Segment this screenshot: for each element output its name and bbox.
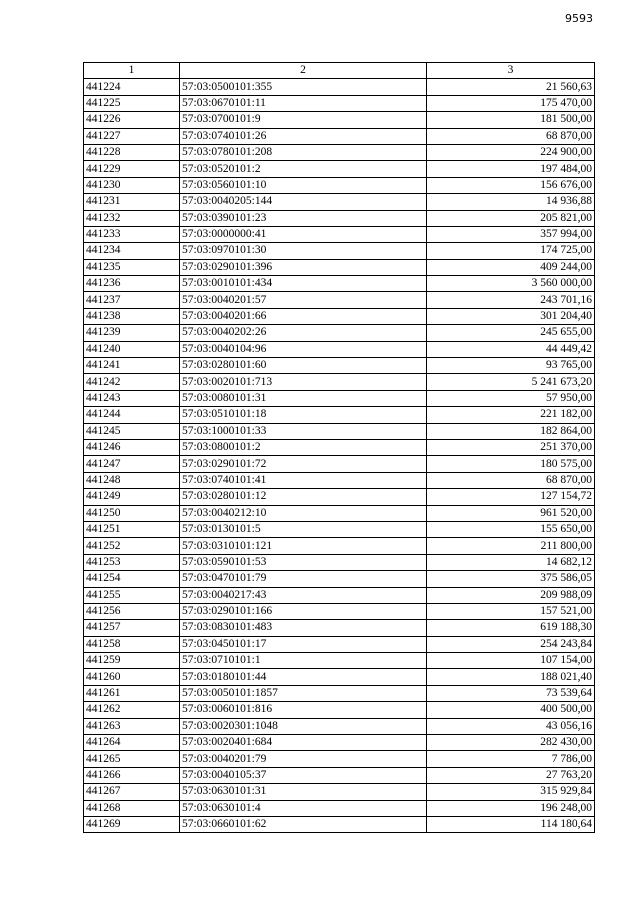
value-cell: 961 520,00 <box>427 505 595 521</box>
row-number-cell: 441264 <box>84 735 180 751</box>
row-number-cell: 441248 <box>84 472 180 488</box>
table-row <box>84 653 595 669</box>
table-row <box>84 505 595 521</box>
table-row <box>84 538 595 554</box>
table-row <box>84 456 595 472</box>
row-number-cell: 441231 <box>84 194 180 210</box>
cadastral-number-cell: 57:03:0310101:121 <box>180 538 427 554</box>
table-row <box>84 521 595 537</box>
row-number-cell: 441232 <box>84 210 180 226</box>
row-number-cell: 441259 <box>84 653 180 669</box>
table-row <box>84 439 595 455</box>
cadastral-number-cell: 57:03:0970101:30 <box>180 243 427 259</box>
table-row <box>84 784 595 800</box>
table-row <box>84 161 595 177</box>
row-number-cell: 441253 <box>84 554 180 570</box>
table-row <box>84 571 595 587</box>
row-number-cell: 441250 <box>84 505 180 521</box>
cadastral-number-cell: 57:03:0290101:72 <box>180 456 427 472</box>
value-cell: 251 370,00 <box>427 439 595 455</box>
column-header-1: 1 <box>84 63 180 79</box>
table-row <box>84 636 595 652</box>
table-row <box>84 128 595 144</box>
cadastral-number-cell: 57:03:0040217:43 <box>180 587 427 603</box>
table-row <box>84 718 595 734</box>
table-row <box>84 259 595 275</box>
value-cell: 114 180,64 <box>427 816 595 832</box>
row-number-cell: 441244 <box>84 407 180 423</box>
cadastral-number-cell: 57:03:0520101:2 <box>180 161 427 177</box>
table-row <box>84 489 595 505</box>
value-cell: 400 500,00 <box>427 702 595 718</box>
table-header-row <box>84 63 595 79</box>
cadastral-number-cell: 57:03:0590101:53 <box>180 554 427 570</box>
cadastral-number-cell: 57:03:0290101:166 <box>180 603 427 619</box>
value-cell: 243 701,16 <box>427 292 595 308</box>
cadastral-number-cell: 57:03:0670101:11 <box>180 95 427 111</box>
table-row <box>84 554 595 570</box>
value-cell: 245 655,00 <box>427 325 595 341</box>
value-cell: 157 521,00 <box>427 603 595 619</box>
value-cell: 224 900,00 <box>427 144 595 160</box>
value-cell: 180 575,00 <box>427 456 595 472</box>
table-row <box>84 79 595 95</box>
table-row <box>84 816 595 832</box>
cadastral-number-cell: 57:03:0020301:1048 <box>180 718 427 734</box>
row-number-cell: 441228 <box>84 144 180 160</box>
value-cell: 43 056,16 <box>427 718 595 734</box>
cadastral-number-cell: 57:03:0040201:79 <box>180 751 427 767</box>
table-row <box>84 603 595 619</box>
cadastral-number-cell: 57:03:0500101:355 <box>180 79 427 95</box>
row-number-cell: 441265 <box>84 751 180 767</box>
cadastral-number-cell: 57:03:0020401:684 <box>180 735 427 751</box>
table-row <box>84 358 595 374</box>
table-row <box>84 374 595 390</box>
value-cell: 375 586,05 <box>427 571 595 587</box>
column-header-2: 2 <box>180 63 427 79</box>
row-number-cell: 441251 <box>84 521 180 537</box>
cadastral-number-cell: 57:03:0040104:96 <box>180 341 427 357</box>
table-row <box>84 144 595 160</box>
table-row <box>84 751 595 767</box>
table-row <box>84 390 595 406</box>
value-cell: 282 430,00 <box>427 735 595 751</box>
value-cell: 181 500,00 <box>427 112 595 128</box>
row-number-cell: 441236 <box>84 276 180 292</box>
value-cell: 221 182,00 <box>427 407 595 423</box>
cadastral-number-cell: 57:03:0630101:4 <box>180 800 427 816</box>
table-row <box>84 308 595 324</box>
row-number-cell: 441255 <box>84 587 180 603</box>
cadastral-number-cell: 57:03:0060101:816 <box>180 702 427 718</box>
cadastral-number-cell: 57:03:0740101:26 <box>180 128 427 144</box>
value-cell: 3 560 000,00 <box>427 276 595 292</box>
cadastral-number-cell: 57:03:0040105:37 <box>180 767 427 783</box>
table-row <box>84 669 595 685</box>
row-number-cell: 441233 <box>84 226 180 242</box>
page-number: 9593 <box>565 12 593 25</box>
value-cell: 175 470,00 <box>427 95 595 111</box>
table-row <box>84 587 595 603</box>
row-number-cell: 441249 <box>84 489 180 505</box>
row-number-cell: 441246 <box>84 439 180 455</box>
row-number-cell: 441260 <box>84 669 180 685</box>
table-row <box>84 472 595 488</box>
value-cell: 107 154,00 <box>427 653 595 669</box>
row-number-cell: 441242 <box>84 374 180 390</box>
row-number-cell: 441247 <box>84 456 180 472</box>
cadastral-number-cell: 57:03:0010101:434 <box>180 276 427 292</box>
table-row <box>84 112 595 128</box>
row-number-cell: 441266 <box>84 767 180 783</box>
cadastral-number-cell: 57:03:0560101:10 <box>180 177 427 193</box>
cadastral-number-cell: 57:03:0180101:44 <box>180 669 427 685</box>
table-row <box>84 702 595 718</box>
row-number-cell: 441234 <box>84 243 180 259</box>
row-number-cell: 441268 <box>84 800 180 816</box>
value-cell: 174 725,00 <box>427 243 595 259</box>
cadastral-number-cell: 57:03:0130101:5 <box>180 521 427 537</box>
value-cell: 315 929,84 <box>427 784 595 800</box>
row-number-cell: 441252 <box>84 538 180 554</box>
cadastral-number-cell: 57:03:0450101:17 <box>180 636 427 652</box>
row-number-cell: 441267 <box>84 784 180 800</box>
table-row <box>84 341 595 357</box>
value-cell: 7 786,00 <box>427 751 595 767</box>
value-cell: 93 765,00 <box>427 358 595 374</box>
value-cell: 409 244,00 <box>427 259 595 275</box>
value-cell: 44 449,42 <box>427 341 595 357</box>
value-cell: 73 539,64 <box>427 685 595 701</box>
cadastral-number-cell: 57:03:0390101:23 <box>180 210 427 226</box>
table-row <box>84 292 595 308</box>
table-row <box>84 177 595 193</box>
value-cell: 619 188,30 <box>427 620 595 636</box>
table-row <box>84 226 595 242</box>
value-cell: 209 988,09 <box>427 587 595 603</box>
cadastral-number-cell: 57:03:0510101:18 <box>180 407 427 423</box>
row-number-cell: 441245 <box>84 423 180 439</box>
table-row <box>84 423 595 439</box>
row-number-cell: 441256 <box>84 603 180 619</box>
row-number-cell: 441239 <box>84 325 180 341</box>
value-cell: 156 676,00 <box>427 177 595 193</box>
row-number-cell: 441269 <box>84 816 180 832</box>
value-cell: 301 204,40 <box>427 308 595 324</box>
row-number-cell: 441261 <box>84 685 180 701</box>
row-number-cell: 441243 <box>84 390 180 406</box>
row-number-cell: 441263 <box>84 718 180 734</box>
cadastral-number-cell: 57:03:0470101:79 <box>180 571 427 587</box>
row-number-cell: 441225 <box>84 95 180 111</box>
value-cell: 5 241 673,20 <box>427 374 595 390</box>
table-row <box>84 767 595 783</box>
cadastral-number-cell: 57:03:0290101:396 <box>180 259 427 275</box>
value-cell: 205 821,00 <box>427 210 595 226</box>
value-cell: 68 870,00 <box>427 472 595 488</box>
table-row <box>84 407 595 423</box>
cadastral-number-cell: 57:03:0040201:66 <box>180 308 427 324</box>
row-number-cell: 441226 <box>84 112 180 128</box>
value-cell: 14 682,12 <box>427 554 595 570</box>
cadastral-number-cell: 57:03:0040205:144 <box>180 194 427 210</box>
table-body <box>84 79 595 833</box>
value-cell: 196 248,00 <box>427 800 595 816</box>
cadastral-number-cell: 57:03:0050101:1857 <box>180 685 427 701</box>
table-row <box>84 276 595 292</box>
table-row <box>84 95 595 111</box>
cadastral-number-cell: 57:03:0040201:57 <box>180 292 427 308</box>
row-number-cell: 441237 <box>84 292 180 308</box>
row-number-cell: 441262 <box>84 702 180 718</box>
table-row <box>84 243 595 259</box>
value-cell: 57 950,00 <box>427 390 595 406</box>
row-number-cell: 441224 <box>84 79 180 95</box>
table-row <box>84 800 595 816</box>
table-row <box>84 210 595 226</box>
column-header-3: 3 <box>427 63 595 79</box>
cadastral-number-cell: 57:03:0830101:483 <box>180 620 427 636</box>
cadastral-number-cell: 57:03:0700101:9 <box>180 112 427 128</box>
table-row <box>84 735 595 751</box>
data-table <box>83 62 595 833</box>
cadastral-number-cell: 57:03:0660101:62 <box>180 816 427 832</box>
value-cell: 197 484,00 <box>427 161 595 177</box>
value-cell: 155 650,00 <box>427 521 595 537</box>
row-number-cell: 441258 <box>84 636 180 652</box>
value-cell: 21 560,63 <box>427 79 595 95</box>
cadastral-number-cell: 57:03:0630101:31 <box>180 784 427 800</box>
cadastral-number-cell: 57:03:0040202:26 <box>180 325 427 341</box>
row-number-cell: 441227 <box>84 128 180 144</box>
row-number-cell: 441254 <box>84 571 180 587</box>
value-cell: 188 021,40 <box>427 669 595 685</box>
row-number-cell: 441257 <box>84 620 180 636</box>
table-row <box>84 620 595 636</box>
row-number-cell: 441230 <box>84 177 180 193</box>
value-cell: 357 994,00 <box>427 226 595 242</box>
cadastral-number-cell: 57:03:0020101:713 <box>180 374 427 390</box>
cadastral-number-cell: 57:03:0740101:41 <box>180 472 427 488</box>
cadastral-number-cell: 57:03:0800101:2 <box>180 439 427 455</box>
table-row <box>84 325 595 341</box>
row-number-cell: 441235 <box>84 259 180 275</box>
value-cell: 14 936,88 <box>427 194 595 210</box>
table-row <box>84 685 595 701</box>
cadastral-number-cell: 57:03:0280101:60 <box>180 358 427 374</box>
value-cell: 68 870,00 <box>427 128 595 144</box>
row-number-cell: 441241 <box>84 358 180 374</box>
row-number-cell: 441238 <box>84 308 180 324</box>
cadastral-number-cell: 57:03:0000000:41 <box>180 226 427 242</box>
cadastral-number-cell: 57:03:1000101:33 <box>180 423 427 439</box>
table-row <box>84 194 595 210</box>
cadastral-number-cell: 57:03:0280101:12 <box>180 489 427 505</box>
value-cell: 27 763,20 <box>427 767 595 783</box>
cadastral-number-cell: 57:03:0080101:31 <box>180 390 427 406</box>
row-number-cell: 441240 <box>84 341 180 357</box>
value-cell: 182 864,00 <box>427 423 595 439</box>
value-cell: 127 154,72 <box>427 489 595 505</box>
row-number-cell: 441229 <box>84 161 180 177</box>
value-cell: 254 243,84 <box>427 636 595 652</box>
cadastral-number-cell: 57:03:0710101:1 <box>180 653 427 669</box>
cadastral-number-cell: 57:03:0040212:10 <box>180 505 427 521</box>
value-cell: 211 800,00 <box>427 538 595 554</box>
cadastral-number-cell: 57:03:0780101:208 <box>180 144 427 160</box>
